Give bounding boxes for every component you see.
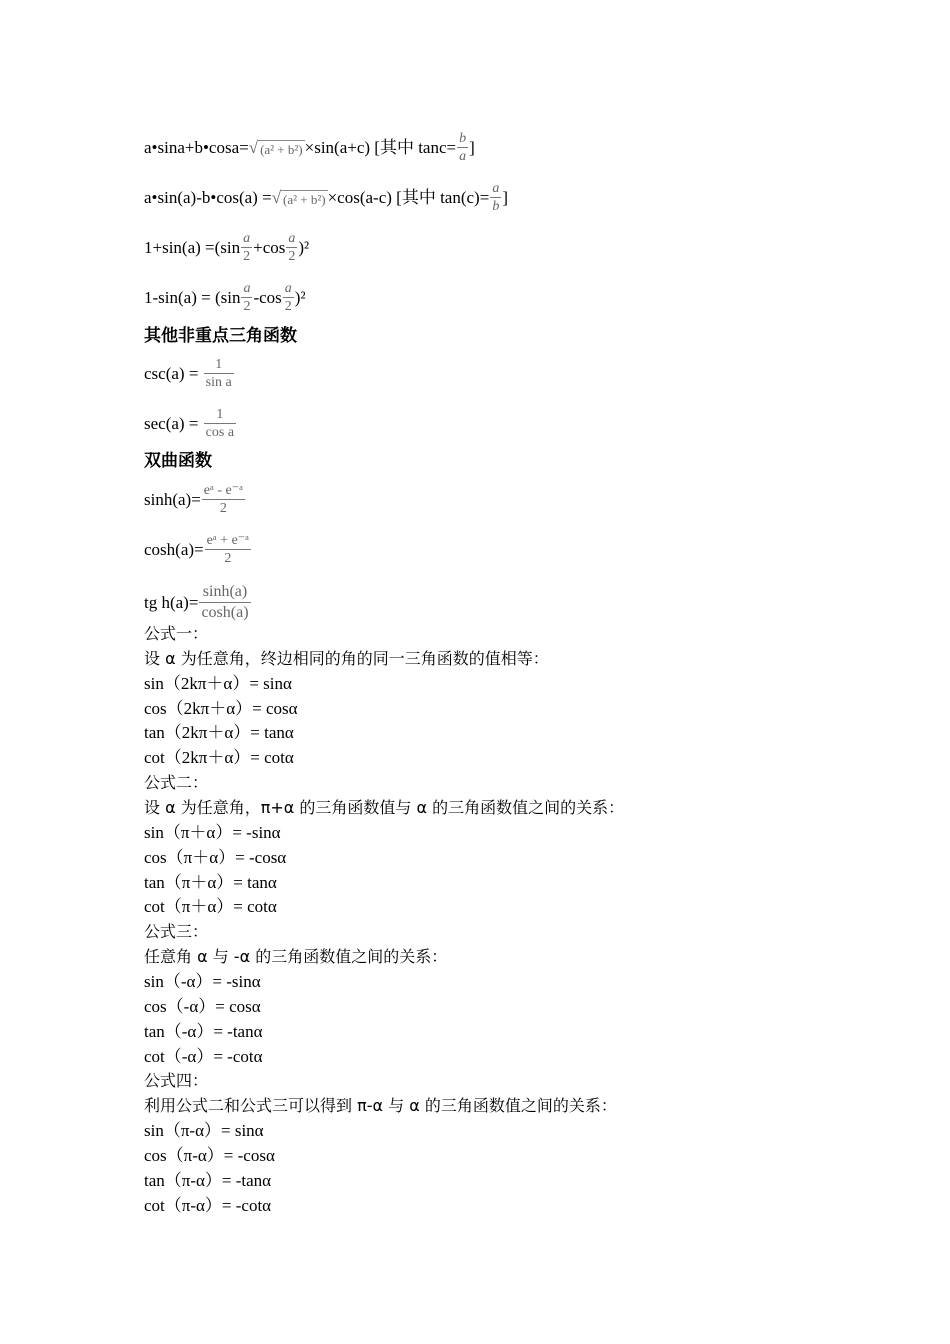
description-text: 设 α 为任意角，终边相同的角的同一三角函数的值相等：: [144, 648, 549, 668]
formula-text: )²: [298, 237, 310, 257]
formula-line: cos（π＋α）= -cosα: [144, 847, 287, 867]
sqrt-expression: √ (a² + b²): [271, 187, 326, 207]
formula-group-heading: 公式三：: [144, 922, 209, 942]
formula-tgh: [144, 582, 252, 623]
formula-line: cot（-α）= -cotα: [144, 1046, 263, 1066]
formula-line: cos（2kπ＋α）= cosα: [144, 698, 298, 718]
formula-auxiliary-angle-cos: [144, 180, 508, 215]
formula-line: tan（π＋α）= tanα: [144, 872, 277, 892]
formula-csc: [144, 356, 235, 391]
formula-line: tan（-α）= -tanα: [144, 1021, 263, 1041]
formula-text: a•sina+b•cosa=: [144, 137, 249, 157]
formula-line: tan（π-α）= -tanα: [144, 1170, 272, 1190]
formula-group-heading: 公式一：: [144, 624, 209, 643]
section-heading-hyperbolic: 双曲函数: [144, 451, 212, 471]
formula-auxiliary-angle-sin: [144, 130, 475, 165]
formula-line: sin（2kπ＋α）= sinα: [144, 673, 292, 693]
fraction: $\frac{1}{\text{sin a}}$: [205, 357, 232, 390]
formula-text: 1+sin(a) =(sin: [144, 237, 241, 257]
fraction: $\frac{b}{a}$: [459, 131, 467, 164]
fraction: $\frac{a}{b}$: [492, 181, 500, 214]
formula-text: tg h(a)=: [144, 592, 199, 612]
formula-text: ×cos(a-c) [其中 tan(c)=: [327, 187, 490, 207]
formula-one-minus-sin: [144, 280, 306, 315]
formula-line: cot（π＋α）= cotα: [144, 897, 277, 917]
fraction: $\frac{\text{eᵃ - e⁻ᵃ}}{2}$: [203, 483, 243, 516]
formula-line: cos（π-α）= -cosα: [144, 1145, 275, 1165]
formula-line: sin（π-α）= sinα: [144, 1121, 264, 1140]
description-text: 设 α 为任意角，π+α 的三角函数值与 α 的三角函数值之间的关系：: [144, 798, 625, 817]
formula-text: csc(a) =: [144, 363, 199, 383]
fraction: $\frac{\sinh(a)}{\cosh(a)}$: [201, 583, 249, 621]
fraction: $\frac{a}{2}$: [288, 231, 296, 264]
formula-text: +cos: [253, 237, 286, 257]
formula-text: )²: [294, 287, 306, 307]
formula-line: sin（-α）= -sinα: [144, 971, 261, 991]
formula-group-heading: 公式二：: [144, 773, 209, 793]
formula-text: sec(a) =: [144, 413, 199, 433]
formula-text: cosh(a)=: [144, 539, 204, 559]
formula-line: cot（π-α）= -cotα: [144, 1195, 272, 1215]
formula-one-plus-sin: [144, 230, 309, 265]
sqrt-expression: √ (a² + b²): [248, 137, 303, 157]
fraction: $\frac{a}{2}$: [284, 281, 292, 314]
formula-line: cos（-α）= cosα: [144, 996, 261, 1016]
formula-cosh: [144, 532, 252, 567]
formula-line: tan（2kπ＋α）= tanα: [144, 723, 294, 743]
formula-sec: [144, 406, 237, 441]
formula-text: ×sin(a+c) [其中 tanc=: [304, 137, 457, 157]
formula-text: ]: [502, 187, 508, 207]
formula-text: sinh(a)=: [144, 489, 201, 509]
formula-line: sin（π＋α）= -sinα: [144, 822, 281, 842]
fraction: $\frac{a}{2}$: [243, 231, 251, 264]
formula-text: a•sin(a)-b•cos(a) =: [144, 187, 272, 207]
formula-text: 1-sin(a) = (sin: [144, 287, 241, 307]
section-heading-other-trig: 其他非重点三角函数: [144, 326, 297, 346]
fraction: $\frac{a}{2}$: [243, 281, 251, 314]
radical-sign: √: [271, 187, 282, 207]
description-text: 利用公式二和公式三可以得到 π-α 与 α 的三角函数值之间的关系：: [144, 1096, 617, 1116]
formula-group-heading: 公式四：: [144, 1071, 209, 1091]
formula-text: -cos: [253, 287, 282, 307]
formula-line: cot（2kπ＋α）= cotα: [144, 748, 294, 768]
fraction: $\frac{1}{\text{cos a}}$: [205, 407, 235, 440]
formula-sinh: [144, 482, 246, 517]
radical-sign: √: [248, 137, 259, 157]
description-text: 任意角 α 与 -α 的三角函数值之间的关系：: [144, 947, 448, 966]
fraction: $\frac{\text{eᵃ + e⁻ᵃ}}{2}$: [206, 533, 249, 566]
formula-text: ]: [469, 137, 475, 157]
